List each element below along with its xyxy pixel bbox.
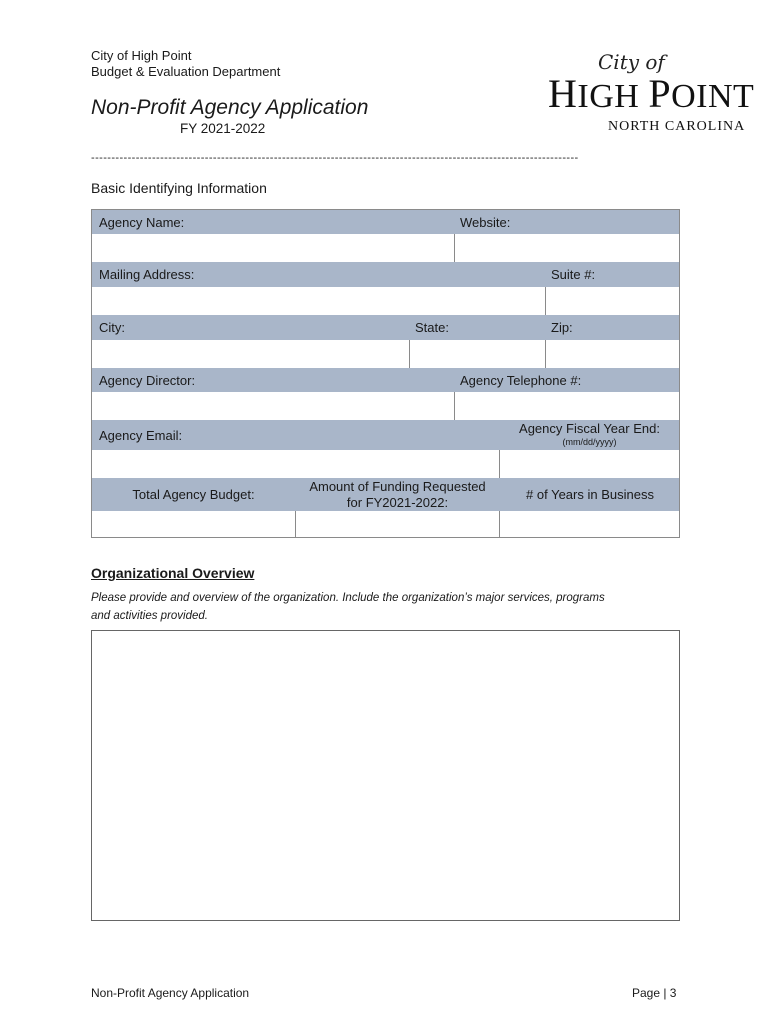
agency-name-field[interactable]	[92, 234, 454, 262]
divider	[295, 511, 296, 538]
label-band-row3	[92, 315, 679, 340]
divider	[409, 340, 410, 368]
website-label: Website:	[460, 215, 511, 230]
city-field[interactable]	[92, 340, 409, 368]
org-name: City of High Point	[91, 48, 192, 63]
zip-field[interactable]	[546, 340, 680, 368]
funding-requested-field[interactable]	[296, 511, 499, 538]
agency-telephone-field[interactable]	[455, 392, 680, 420]
agency-telephone-label: Agency Telephone #:	[460, 373, 582, 388]
logo-city-of: City of	[598, 50, 665, 74]
dashed-divider: ------------------------------------------------------------------------------------------------------------------------	[91, 152, 579, 164]
overview-heading: Organizational Overview	[91, 565, 255, 581]
city-logo	[548, 50, 755, 140]
agency-email-field[interactable]	[92, 450, 499, 478]
overview-description-line1: Please provide and overview of the organization. Include the organization’s major services, programs	[91, 592, 605, 604]
suite-label: Suite #:	[551, 267, 596, 282]
logo-state: NORTH CAROLINA	[608, 119, 746, 134]
mailing-address-label: Mailing Address:	[99, 267, 195, 282]
city-label: City:	[99, 320, 125, 335]
logo-p: P	[648, 71, 672, 116]
logo-igh: IGH	[577, 78, 640, 115]
basic-info-form	[91, 209, 680, 538]
zip-label: Zip:	[551, 320, 573, 335]
overview-description-line2: and activities provided.	[91, 610, 208, 622]
divider	[454, 392, 455, 420]
logo-oint: OINT	[671, 78, 755, 115]
state-field[interactable]	[410, 340, 545, 368]
divider	[545, 287, 546, 315]
agency-name-label: Agency Name:	[99, 215, 185, 230]
divider	[545, 340, 546, 368]
mailing-address-field[interactable]	[92, 287, 545, 315]
divider	[499, 450, 500, 478]
fiscal-year-end-label: Agency Fiscal Year End:	[519, 421, 660, 436]
total-budget-field[interactable]	[92, 511, 295, 538]
divider	[499, 511, 500, 538]
fiscal-year-end-format: (mm/dd/yyyy)	[562, 437, 617, 447]
funding-requested-label-line1: Amount of Funding Requested	[309, 479, 486, 494]
divider	[454, 234, 455, 262]
footer-title: Non-Profit Agency Application	[91, 986, 250, 1000]
years-in-business-label: # of Years in Business	[526, 487, 654, 502]
fiscal-year-end-field[interactable]	[500, 450, 680, 478]
total-budget-label: Total Agency Budget:	[132, 487, 255, 502]
page-number: Page | 3	[632, 986, 677, 1000]
state-label: State:	[415, 320, 449, 335]
basic-info-heading: Basic Identifying Information	[91, 180, 267, 196]
agency-director-field[interactable]	[92, 392, 454, 420]
years-in-business-field[interactable]	[500, 511, 680, 538]
overview-textarea[interactable]	[91, 630, 680, 921]
agency-email-label: Agency Email:	[99, 428, 183, 443]
website-field[interactable]	[455, 234, 680, 262]
agency-director-label: Agency Director:	[99, 373, 196, 388]
page-title: Non-Profit Agency Application	[91, 96, 369, 119]
logo-h: H	[548, 71, 578, 116]
fiscal-year: FY 2021-2022	[180, 121, 266, 136]
logo-high-point	[548, 71, 755, 116]
funding-requested-label-line2: for FY2021-2022:	[346, 495, 449, 510]
department-name: Budget & Evaluation Department	[91, 64, 281, 79]
suite-field[interactable]	[546, 287, 680, 315]
